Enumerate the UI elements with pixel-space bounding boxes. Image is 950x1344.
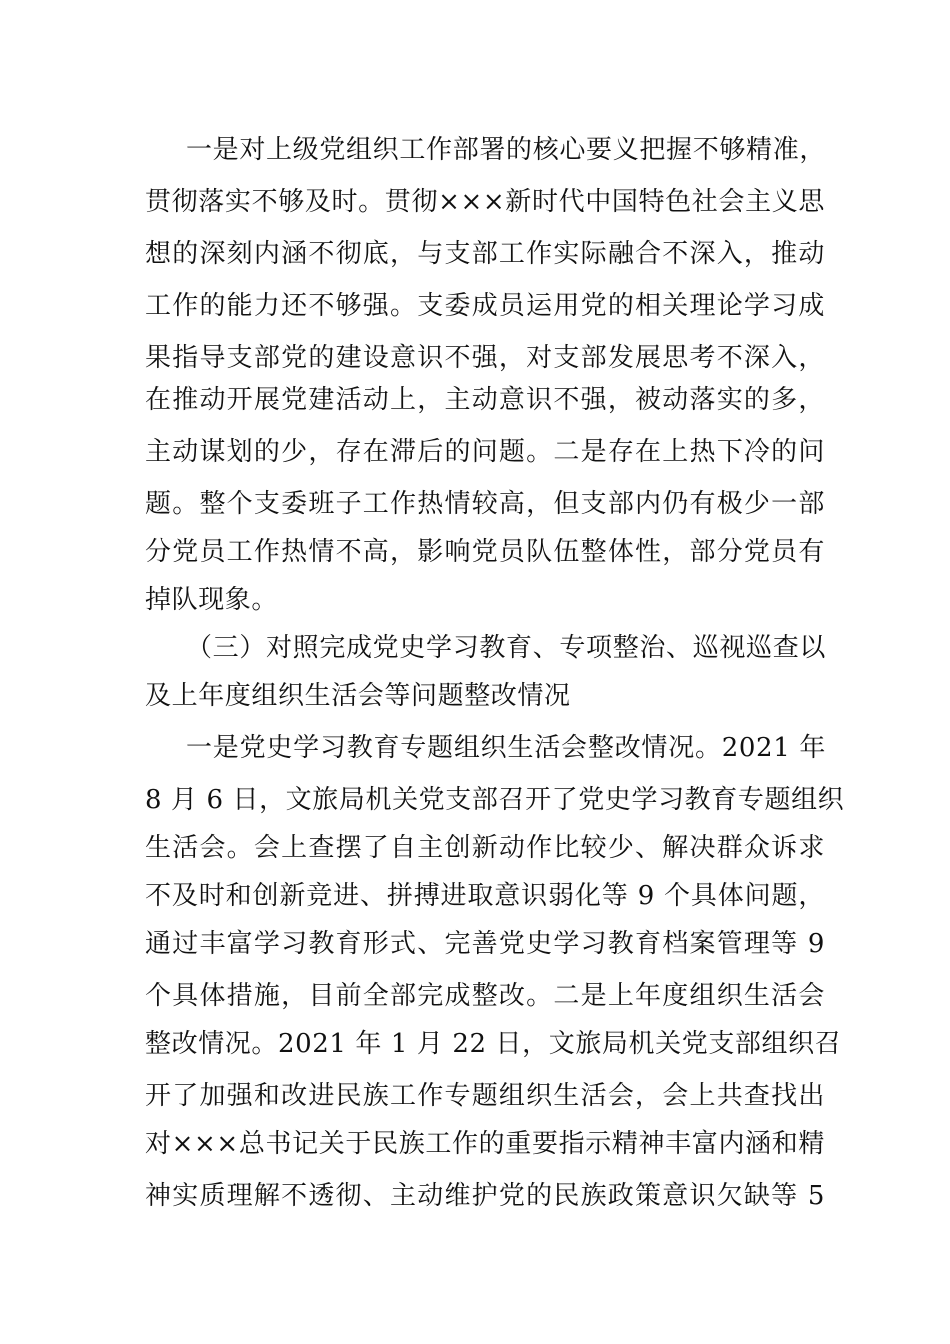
paragraph-line-18: 开了加强和改进民族工作专题组织生活会，会上共查找出 bbox=[145, 1081, 825, 1111]
paragraph-line-1: 一是对上级党组织工作部署的核心要义把握不够精准， bbox=[186, 135, 826, 165]
section-heading-line-1: （三）对照完成党史学习教育、专项整治、巡视巡查以 bbox=[186, 633, 826, 663]
paragraph-line-14: 不及时和创新竞进、拼搏进取意识弱化等 9 个具体问题， bbox=[145, 881, 825, 911]
paragraph-line-2: 贯彻落实不够及时。贯彻×××新时代中国特色社会主义思 bbox=[145, 187, 825, 217]
paragraph-line-7: 主动谋划的少，存在滞后的问题。二是存在上热下冷的问 bbox=[145, 437, 825, 467]
paragraph-line-11: 一是党史学习教育专题组织生活会整改情况。2021 年 bbox=[186, 733, 826, 763]
paragraph-line-12: 8 月 6 日，文旅局机关党支部召开了党史学习教育专题组织 bbox=[145, 785, 845, 815]
paragraph-line-17: 整改情况。2021 年 1 月 22 日，文旅局机关党支部组织召 bbox=[145, 1029, 842, 1059]
paragraph-line-8: 题。整个支委班子工作热情较高，但支部内仍有极少一部 bbox=[145, 489, 825, 519]
paragraph-line-16: 个具体措施，目前全部完成整改。二是上年度组织生活会 bbox=[145, 981, 825, 1011]
paragraph-line-6: 在推动开展党建活动上，主动意识不强，被动落实的多， bbox=[145, 385, 825, 415]
paragraph-line-3: 想的深刻内涵不彻底，与支部工作实际融合不深入，推动 bbox=[145, 239, 825, 269]
paragraph-line-15: 通过丰富学习教育形式、完善党史学习教育档案管理等 9 bbox=[145, 929, 825, 959]
paragraph-line-5: 果指导支部党的建设意识不强，对支部发展思考不深入， bbox=[145, 343, 825, 373]
paragraph-line-20: 神实质理解不透彻、主动维护党的民族政策意识欠缺等 5 bbox=[145, 1181, 825, 1211]
paragraph-line-9: 分党员工作热情不高，影响党员队伍整体性，部分党员有 bbox=[145, 537, 825, 567]
paragraph-line-19: 对×××总书记关于民族工作的重要指示精神丰富内涵和精 bbox=[145, 1129, 825, 1159]
section-heading-line-2: 及上年度组织生活会等问题整改情况 bbox=[145, 681, 571, 711]
paragraph-line-13: 生活会。会上查摆了自主创新动作比较少、解决群众诉求 bbox=[145, 833, 825, 863]
paragraph-line-10: 掉队现象。 bbox=[145, 585, 279, 615]
paragraph-line-4: 工作的能力还不够强。支委成员运用党的相关理论学习成 bbox=[145, 291, 825, 321]
